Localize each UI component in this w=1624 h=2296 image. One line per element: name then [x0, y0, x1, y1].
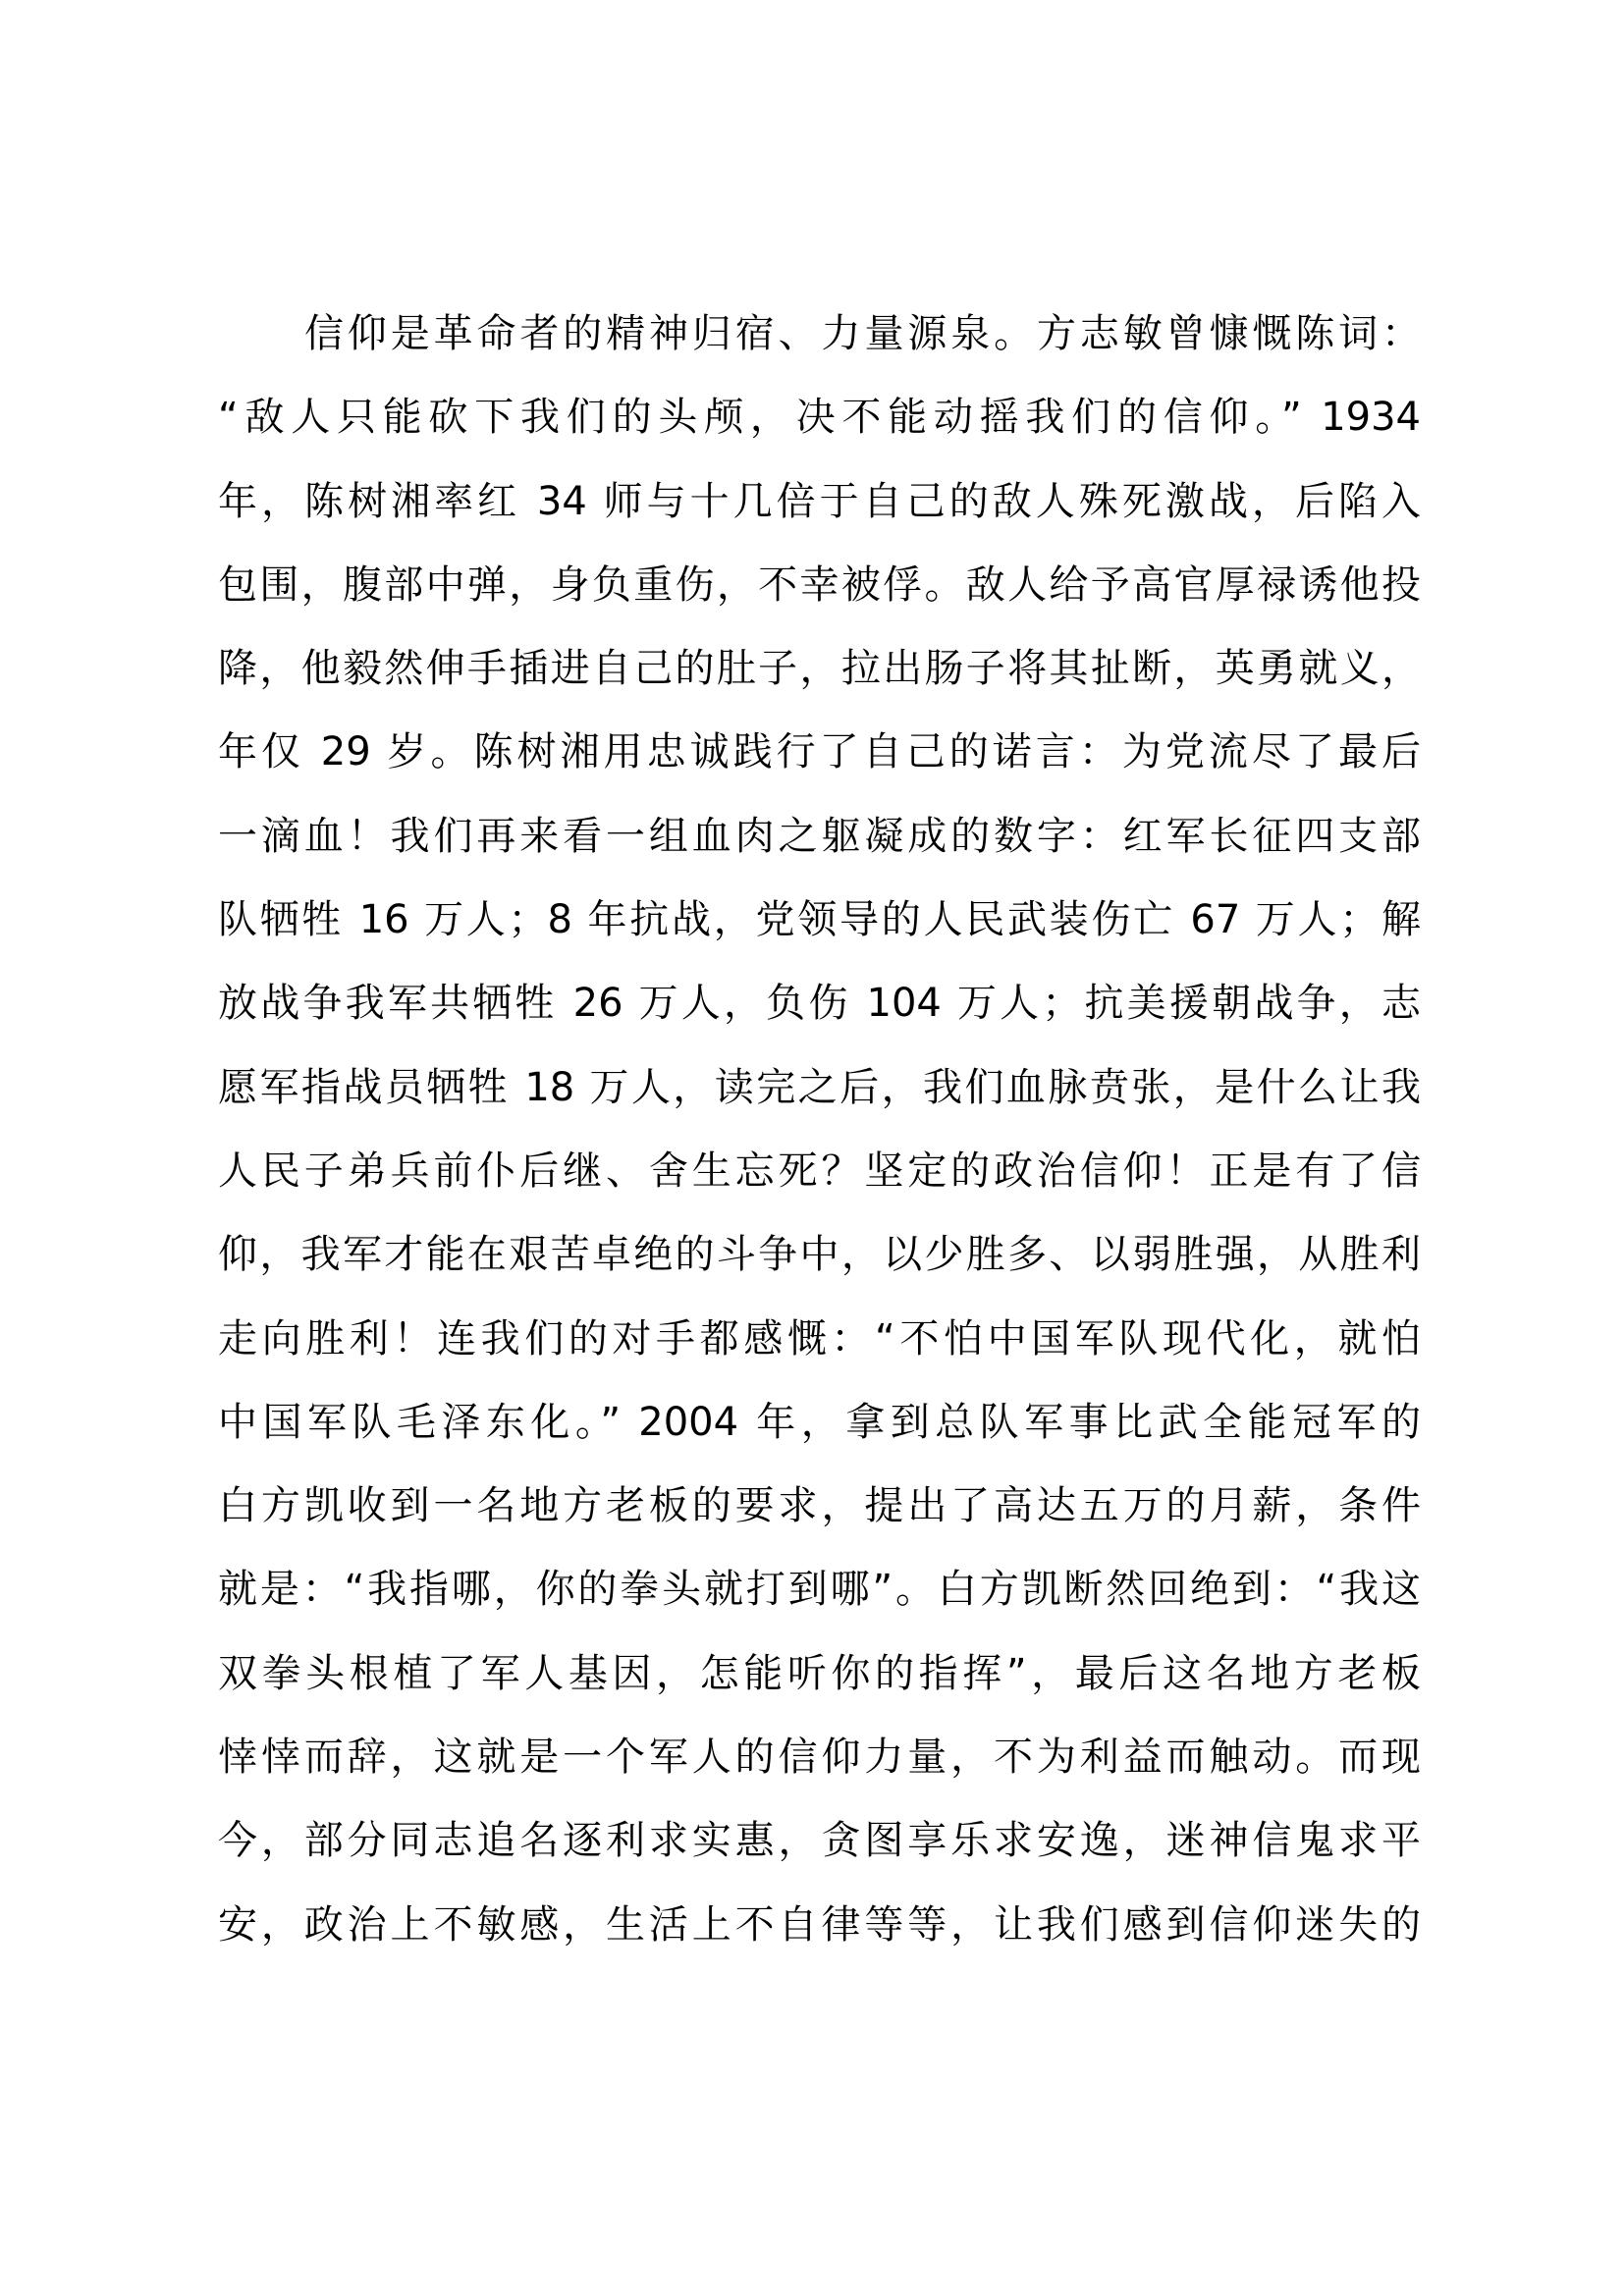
paragraph-line: “敌人只能砍下我们的头颅，决不能动摇我们的信仰。” 1934 — [218, 395, 1421, 441]
paragraph-line: 降，他毅然伸手插进自己的肚子，拉出肠子将其扯断，英勇就义， — [218, 646, 1421, 692]
paragraph-line: 放战争我军共牺牲 26 万人，负伤 104 万人；抗美援朝战争，志 — [218, 981, 1421, 1027]
paragraph-line: 中国军队毛泽东化。” 2004 年，拿到总队军事比武全能冠军的 — [218, 1399, 1421, 1445]
paragraph-line: 就是：“我指哪，你的拳头就打到哪”。白方凯断然回绝到：“我这 — [218, 1567, 1421, 1613]
paragraph-line: 安，政治上不敏感，生活上不自律等等，让我们感到信仰迷失的 — [218, 1901, 1421, 1948]
paragraph-line: 年，陈树湘率红 34 师与十几倍于自己的敌人殊死激战，后陷入 — [218, 478, 1421, 524]
paragraph-line: 悻悻而辞，这就是一个军人的信仰力量，不为利益而触动。而现 — [218, 1735, 1421, 1781]
paragraph-line: 白方凯收到一名地方老板的要求，提出了高达五万的月薪，条件 — [218, 1483, 1421, 1529]
paragraph-line: 今，部分同志追名逐利求实惠，贪图享乐求安逸，迷神信鬼求平 — [218, 1818, 1421, 1864]
paragraph-line: 走向胜利！连我们的对手都感慨：“不怕中国军队现代化，就怕 — [218, 1315, 1421, 1362]
paragraph-line: 包围，腹部中弹，身负重伤，不幸被俘。敌人给予高官厚禄诱他投 — [218, 561, 1421, 608]
paragraph-line: 队牺牲 16 万人；8 年抗战，党领导的人民武装伤亡 67 万人；解 — [218, 897, 1421, 943]
paragraph-line: 双拳头根植了军人基因，怎能听你的指挥”，最后这名地方老板 — [218, 1650, 1421, 1696]
body-paragraph — [218, 293, 1421, 1967]
paragraph-line: 仰，我军才能在艰苦卓绝的斗争中，以少胜多、以弱胜强，从胜利 — [218, 1232, 1421, 1278]
paragraph-line: 人民子弟兵前仆后继、舍生忘死？坚定的政治信仰！正是有了信 — [218, 1148, 1421, 1194]
paragraph-line: 信仰是革命者的精神归宿、力量源泉。方志敏曾慷慨陈词： — [304, 311, 1421, 356]
paragraph-line: 愿军指战员牺牲 18 万人，读完之后，我们血脉贲张，是什么让我 — [218, 1064, 1421, 1110]
paragraph-line: 年仅 29 岁。陈树湘用忠诚践行了自己的诺言：为党流尽了最后 — [218, 729, 1421, 775]
paragraph-line: 一滴血！我们再来看一组血肉之躯凝成的数字：红军长征四支部 — [218, 813, 1421, 859]
